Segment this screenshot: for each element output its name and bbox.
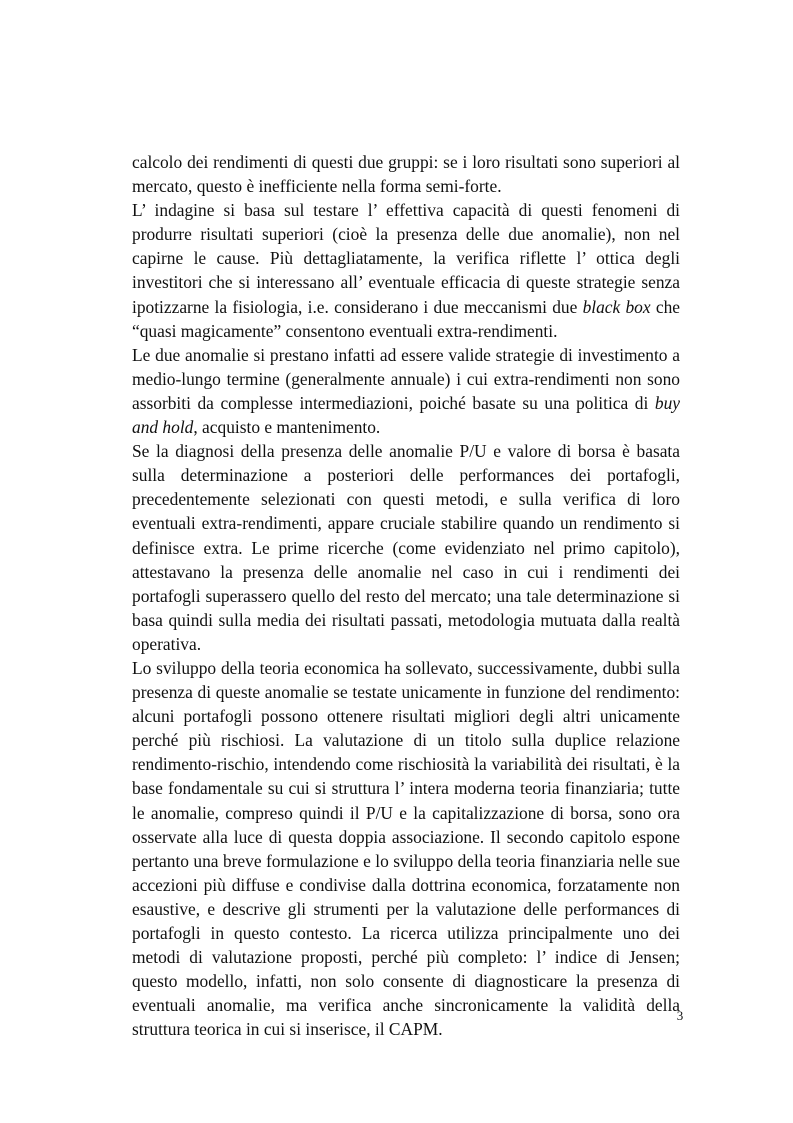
paragraph [132, 150, 680, 198]
text-run: L’ indagine si basa sul testare l’ effettiva capacità di questi fenomeni di produrre risultati superiori (cioè la presenza delle due anomalie), non nel capirne le cause. Più dettagliatamente, la verifica riflette l’ ottica degli investitori che si interessano all’ eventuale efficacia di queste strategie senza ipotizzarne la fisiologia, i.e. considerano i due meccanismi due [132, 200, 680, 317]
text-run: calcolo dei rendimenti di questi due gruppi: se i loro risultati sono superiori al mercato, questo è inefficiente nella forma semi-forte. [132, 152, 680, 197]
paragraph [132, 439, 680, 656]
text-run: Se la diagnosi della presenza delle anomalie P/U e valore di borsa è basata sulla determinazione a posteriori delle performances dei portafogli, precedentemente selezionati con questi metodi, e sulla verifica di loro eventuali extra-rendimenti, appare cruciale stabilire quando un rendimento si definisce extra. Le prime ricerche (come evidenziato nel primo capitolo), attestavano la presenza delle anomalie nel caso in cui i rendimenti dei portafogli superassero quello del resto del mercato; una tale determinazione si basa quindi sulla media dei risultati passati, metodologia mutuata dalla realtà operativa. [132, 441, 680, 654]
text-run: Lo sviluppo della teoria economica ha sollevato, successivamente, dubbi sulla presenza di queste anomalie se testate unicamente in funzione del rendimento: alcuni portafogli possono ottenere risultati migliori degli altri unicamente perché più rischiosi. La valutazione di un titolo sulla duplice relazione rendimento-rischio, intendendo come rischiosità la variabilità dei risultati, è la base fondamentale su cui si struttura l’ intera moderna teoria finanziaria; tutte le anomalie, compreso quindi il P/U e la capitalizzazione di borsa, sono ora osservate alla luce di questa doppia associazione. Il secondo capitolo espone pertanto una breve formulazione e lo sviluppo della teoria finanziaria nelle sue accezioni più diffuse e condivise dalla dottrina economica, forzatamente non esaustive, e descrive gli strumenti per la valutazione delle performances di portafogli in questo contesto. La ricerca utilizza principalmente uno dei metodi di valutazione proposti, perché più completo: l’ indice di Jensen; questo modello, infatti, non solo consente di diagnosticare la presenza di eventuali anomalie, ma verifica anche sincronicamente la validità della struttura teorica in cui si inserisce, il CAPM. [132, 657, 680, 1040]
page-number: 3 [676, 1008, 684, 1023]
text-run: , acquisto e mantenimento. [193, 417, 381, 438]
text-run: Le due anomalie si prestano infatti ad essere valide strategie di investimento a medio-lungo termine (generalmente annuale) i cui extra-rendimenti non sono assorbiti da complesse intermediazioni, poiché basate su una politica di [132, 344, 680, 413]
italic-text: black box [582, 296, 651, 317]
paragraph [132, 656, 680, 1042]
italic-text: buy and hold [132, 392, 680, 438]
paragraph [132, 343, 680, 439]
body-text [132, 150, 680, 1041]
paragraph [132, 198, 680, 343]
text-run: che “quasi magicamente” consentono eventuali extra-rendimenti. [132, 296, 680, 341]
